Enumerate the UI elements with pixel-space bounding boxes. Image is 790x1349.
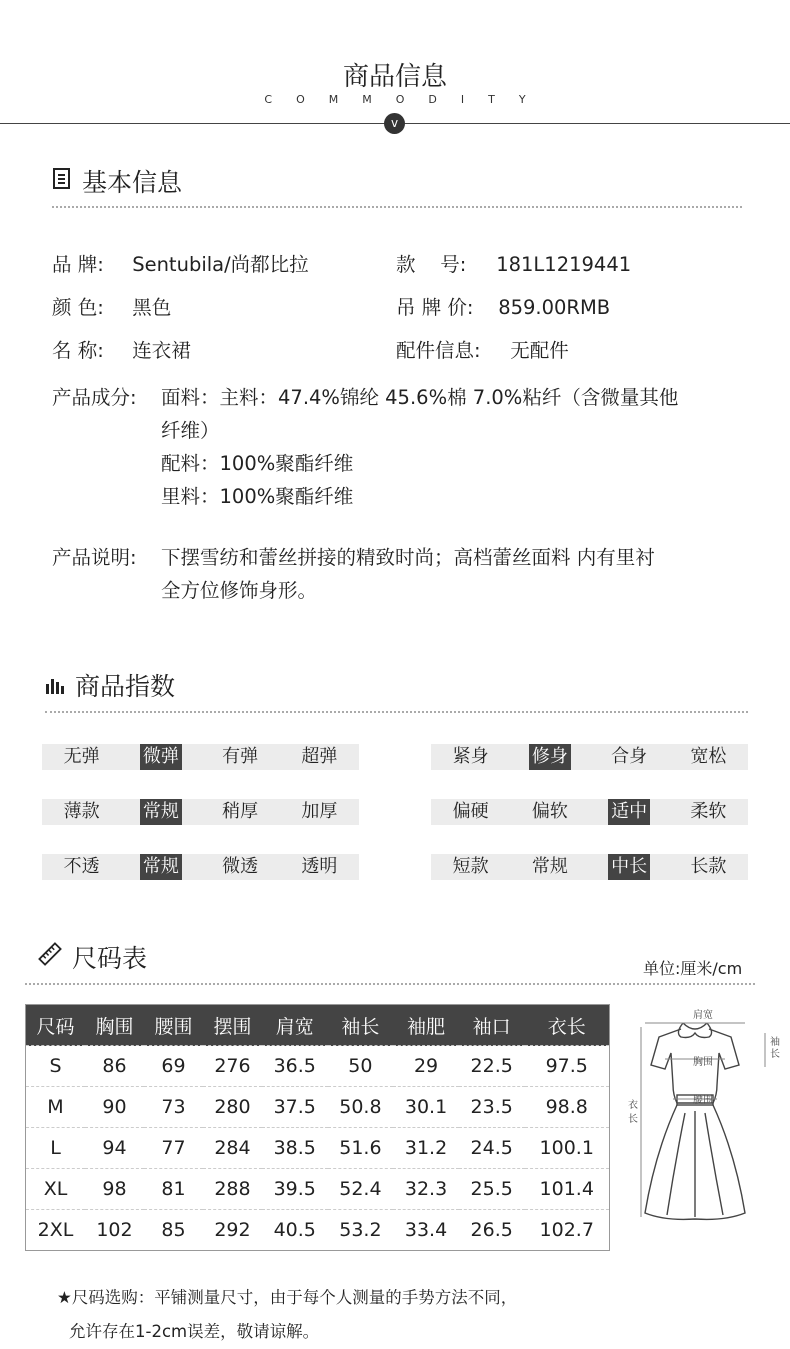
index-option-label: 偏软 [531, 801, 568, 822]
name-label: 名 称: [52, 339, 104, 362]
size-table-header [26, 1005, 609, 1046]
table-row [26, 1210, 609, 1251]
size-table-header-cell: 摆围 [203, 1005, 262, 1046]
style-label: 款 号: [396, 253, 467, 276]
index-option-label: 不透 [63, 856, 100, 877]
index-heading [45, 667, 175, 703]
index-option-label: 长款 [690, 856, 727, 877]
index-bar [42, 799, 359, 825]
basic-info-divider [52, 206, 742, 208]
bar-chart-icon [45, 671, 65, 700]
description-label: 产品说明: [52, 546, 137, 569]
index-option-label: 稍厚 [222, 801, 259, 822]
index-option [431, 744, 510, 770]
size-table-cell: 69 [144, 1046, 203, 1087]
size-table-cell: 24.5 [459, 1128, 525, 1169]
name-row [52, 338, 191, 364]
index-option [669, 799, 748, 825]
index-option-label: 超弹 [301, 746, 338, 767]
index-bar [42, 744, 359, 770]
composition-line: 配料：100%聚酯纤维 [161, 452, 354, 475]
style-value: 181L1219441 [496, 253, 632, 276]
index-option-label: 宽松 [690, 746, 727, 767]
size-table-cell: 86 [85, 1046, 144, 1087]
index-option [201, 854, 280, 880]
index-option-selected [121, 799, 200, 825]
accessory-label: 配件信息: [396, 339, 481, 362]
size-table-cell: 37.5 [262, 1087, 328, 1128]
size-table-cell: 102 [85, 1210, 144, 1251]
price-value: 859.00RMB [498, 296, 611, 319]
table-row [26, 1087, 609, 1128]
size-table [26, 1005, 609, 1250]
description-line: 全方位修饰身形。 [161, 579, 318, 602]
composition-block [161, 381, 761, 513]
size-table-cell: 22.5 [459, 1046, 525, 1087]
size-table-cell: 38.5 [262, 1128, 328, 1169]
size-table-cell: 50.8 [328, 1087, 394, 1128]
index-option-label: 柔软 [690, 801, 727, 822]
size-table-cell: 23.5 [459, 1087, 525, 1128]
index-option-label: 微透 [222, 856, 259, 877]
diagram-sleeve: 袖长 [770, 1037, 780, 1060]
basic-info-heading [52, 163, 182, 199]
size-table-header-cell: 袖长 [328, 1005, 394, 1046]
size-table-cell: 32.3 [393, 1169, 459, 1210]
size-table-cell: 288 [203, 1169, 262, 1210]
index-option [42, 854, 121, 880]
size-table-cell: 26.5 [459, 1210, 525, 1251]
description-line: 下摆雪纺和蕾丝拼接的精致时尚；高档蕾丝面料 内有里衬 [161, 546, 655, 569]
size-table-cell: 52.4 [328, 1169, 394, 1210]
size-note [57, 1281, 517, 1349]
index-option-label: 薄款 [63, 801, 100, 822]
name-value: 连衣裙 [132, 339, 191, 362]
size-table-cell: 30.1 [393, 1087, 459, 1128]
size-table-cell: 98 [85, 1169, 144, 1210]
table-row [26, 1169, 609, 1210]
color-label: 颜 色: [52, 296, 104, 319]
price-label: 吊 牌 价: [396, 296, 474, 319]
index-option [280, 799, 359, 825]
index-option [669, 854, 748, 880]
dress-diagram [625, 1003, 785, 1233]
price-row [396, 295, 610, 321]
index-option-label: 常规 [140, 799, 182, 825]
size-note-line: 允许存在1-2cm误差，敬请谅解。 [69, 1322, 320, 1341]
accessory-value: 无配件 [510, 339, 569, 362]
index-option [42, 799, 121, 825]
size-table-cell: 73 [144, 1087, 203, 1128]
size-table-cell: XL [26, 1169, 85, 1210]
index-option-label: 常规 [531, 856, 568, 877]
index-option-selected [510, 744, 589, 770]
index-option-label: 有弹 [222, 746, 259, 767]
size-heading [38, 939, 147, 975]
composition-line: 面料：主料：47.4%锦纶 45.6%棉 7.0%粘纤（含微量其他 [161, 386, 679, 409]
size-table-cell: L [26, 1128, 85, 1169]
composition-line: 纤维） [161, 419, 220, 442]
size-table-cell: 101.4 [525, 1169, 610, 1210]
index-option-label: 加厚 [301, 801, 338, 822]
index-option [42, 744, 121, 770]
index-option [280, 854, 359, 880]
size-title: 尺码表 [72, 944, 148, 973]
size-table-cell: 33.4 [393, 1210, 459, 1251]
size-table-header-cell: 袖肥 [393, 1005, 459, 1046]
index-option [431, 799, 510, 825]
index-option-selected [121, 854, 200, 880]
index-option-label: 无弹 [63, 746, 100, 767]
size-table-cell: 81 [144, 1169, 203, 1210]
chevron-down-icon: v [384, 113, 405, 134]
size-table-header-cell: 尺码 [26, 1005, 85, 1046]
index-option-label: 中长 [608, 854, 650, 880]
index-option-label: 短款 [452, 856, 489, 877]
index-option-selected [121, 744, 200, 770]
size-table-cell: 280 [203, 1087, 262, 1128]
index-bar [431, 854, 748, 880]
size-table-wrap [25, 1004, 610, 1251]
index-option-label: 紧身 [452, 746, 489, 767]
index-option [201, 744, 280, 770]
ruler-icon [38, 942, 62, 972]
size-table-cell: 36.5 [262, 1046, 328, 1087]
size-table-cell: 100.1 [525, 1128, 610, 1169]
size-table-cell: 292 [203, 1210, 262, 1251]
index-option-label: 偏硬 [452, 801, 489, 822]
size-table-header-cell: 衣长 [525, 1005, 610, 1046]
index-option [669, 744, 748, 770]
index-option-selected [590, 799, 669, 825]
index-option-label: 透明 [301, 856, 338, 877]
size-divider [25, 983, 755, 985]
size-table-cell: 94 [85, 1128, 144, 1169]
size-table-cell: 2XL [26, 1210, 85, 1251]
size-table-cell: 40.5 [262, 1210, 328, 1251]
table-row [26, 1128, 609, 1169]
size-table-cell: 39.5 [262, 1169, 328, 1210]
size-table-cell: S [26, 1046, 85, 1087]
index-option [280, 744, 359, 770]
size-table-cell: 50 [328, 1046, 394, 1087]
diagram-length: 衣长 [628, 1100, 638, 1125]
index-option-label: 常规 [140, 854, 182, 880]
index-option-label: 修身 [529, 744, 571, 770]
page-subtitle: COMMODITY [264, 93, 550, 106]
composition-line: 里料：100%聚酯纤维 [161, 485, 354, 508]
size-table-cell: 85 [144, 1210, 203, 1251]
basic-info-title: 基本信息 [82, 168, 183, 197]
brand-label: 品 牌: [52, 253, 104, 276]
index-option [510, 799, 589, 825]
index-title: 商品指数 [75, 672, 176, 701]
style-row [396, 252, 631, 278]
size-table-cell: 51.6 [328, 1128, 394, 1169]
size-table-cell: 276 [203, 1046, 262, 1087]
index-bar [431, 744, 748, 770]
composition-label: 产品成分: [52, 386, 137, 409]
size-table-cell: 284 [203, 1128, 262, 1169]
unit-label: 单位:厘米/cm [643, 959, 743, 978]
document-icon [52, 167, 72, 196]
size-table-cell: 77 [144, 1128, 203, 1169]
description-block [161, 541, 761, 607]
size-table-cell: 53.2 [328, 1210, 394, 1251]
index-divider [45, 711, 748, 713]
index-option-selected [590, 854, 669, 880]
index-option-label: 适中 [608, 799, 650, 825]
size-table-header-cell: 腰围 [144, 1005, 203, 1046]
diagram-shoulder: 肩宽 [693, 1010, 713, 1021]
color-value: 黑色 [132, 296, 172, 319]
index-option [201, 799, 280, 825]
size-table-header-cell: 胸围 [85, 1005, 144, 1046]
size-table-cell: 97.5 [525, 1046, 610, 1087]
page-title: 商品信息 [342, 62, 447, 92]
size-table-cell: 90 [85, 1087, 144, 1128]
index-option [510, 854, 589, 880]
size-table-header-cell: 肩宽 [262, 1005, 328, 1046]
diagram-waist: 腰围 [693, 1095, 713, 1106]
brand-row [52, 252, 309, 278]
index-option-label: 合身 [611, 746, 648, 767]
size-table-cell: 31.2 [393, 1128, 459, 1169]
index-option [590, 744, 669, 770]
index-option-label: 微弹 [140, 744, 182, 770]
diagram-chest: 胸围 [693, 1057, 713, 1068]
table-row [26, 1046, 609, 1087]
color-row [52, 295, 171, 321]
brand-value: Sentubila/尚都比拉 [132, 253, 309, 276]
size-table-cell: 25.5 [459, 1169, 525, 1210]
size-table-cell: 102.7 [525, 1210, 610, 1251]
accessory-row [396, 338, 569, 364]
index-option [431, 854, 510, 880]
index-bar [431, 799, 748, 825]
size-table-cell: M [26, 1087, 85, 1128]
size-table-cell: 29 [393, 1046, 459, 1087]
size-table-cell: 98.8 [525, 1087, 610, 1128]
size-table-header-cell: 袖口 [459, 1005, 525, 1046]
size-note-line: ★尺码选购：平铺测量尺寸，由于每个人测量的手势方法不同， [57, 1288, 518, 1307]
index-bar [42, 854, 359, 880]
